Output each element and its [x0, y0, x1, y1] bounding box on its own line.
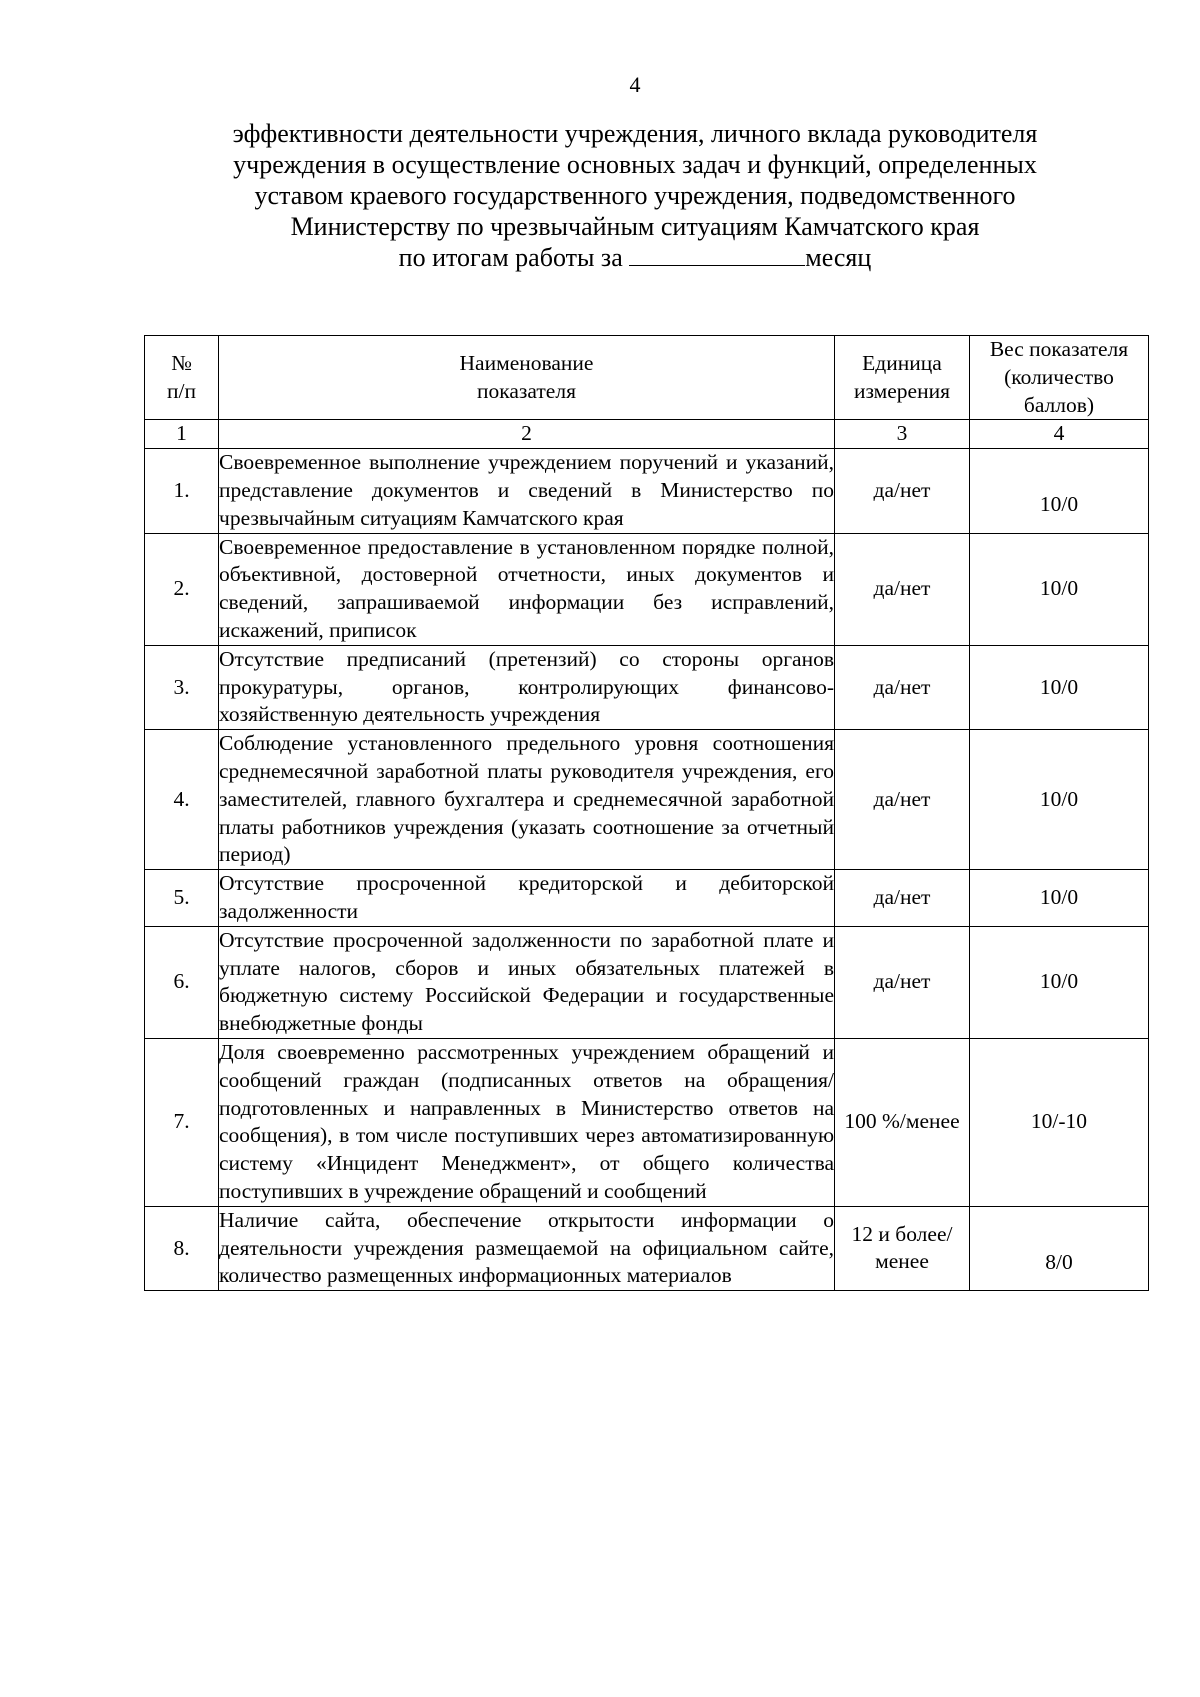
- heading-line: уставом краевого государственного учреждения, подведомственного: [254, 181, 1016, 210]
- header-indicator-name: [219, 336, 835, 420]
- row-indicator-name: Отсутствие предписаний (претензий) со стороны органов прокуратуры, органов, контролирующих финансово-хозяйственную деятельность учреждения: [219, 645, 835, 729]
- row-unit: да/нет: [835, 926, 970, 1038]
- row-indicator-name: Своевременное предоставление в установленном порядке полной, объективной, достоверной отчетности, иных документов и сведений, запрашиваемой информации без исправлений, искажений, приписок: [219, 533, 835, 645]
- header-unit-line: измерения: [853, 378, 951, 403]
- column-number: 2: [219, 420, 835, 449]
- row-weight: 10/0: [970, 870, 1149, 927]
- header-unit: [835, 336, 970, 420]
- table-row: [145, 449, 1149, 533]
- row-number: 6.: [145, 926, 219, 1038]
- table-row: [145, 1206, 1149, 1290]
- header-unit-line: Единица: [862, 350, 942, 375]
- row-weight-value: 10/0: [1039, 491, 1079, 516]
- row-unit: да/нет: [835, 645, 970, 729]
- row-number: 7.: [145, 1038, 219, 1206]
- row-weight: 10/-10: [970, 1038, 1149, 1206]
- row-number: 1.: [145, 449, 219, 533]
- header-weight: [970, 336, 1149, 420]
- row-unit: да/нет: [835, 730, 970, 870]
- row-number: 4.: [145, 730, 219, 870]
- row-unit: 100 %/менее: [835, 1038, 970, 1206]
- row-weight: 10/0: [970, 645, 1149, 729]
- row-indicator-name: Соблюдение установленного предельного уровня соотношения среднемесячной заработной платы руководителя учреждения, его заместителей, главного бухгалтера и среднемесячной заработной платы работников учреждения (указать соотношение за отчетный период): [219, 730, 835, 870]
- column-number: 4: [970, 420, 1149, 449]
- page-number: 4: [629, 72, 641, 97]
- row-weight: 10/0: [970, 926, 1149, 1038]
- table-row: [145, 645, 1149, 729]
- table-row: [145, 730, 1149, 870]
- heading-line: Министерству по чрезвычайным ситуациям Камчатского края: [290, 212, 980, 241]
- heading-line: учреждения в осуществление основных задач и функций, определенных: [233, 150, 1037, 179]
- heading-line: эффективности деятельности учреждения, личного вклада руководителя: [232, 119, 1038, 148]
- row-indicator-name: Отсутствие просроченной задолженности по заработной плате и уплате налогов, сборов и иных обязательных платежей в бюджетную систему Российской Федерации и государственные внебюджетные фонды: [219, 926, 835, 1038]
- row-indicator-name: Доля своевременно рассмотренных учреждением обращений и сообщений граждан (подписанных ответов на обращения/подготовленных и направленных в Министерство ответов на сообщения), в том числе поступивших через автоматизированную систему «Инцидент Менеджмент», от общего количества поступивших в учреждение обращений и сообщений: [219, 1038, 835, 1206]
- row-weight: 10/0: [970, 730, 1149, 870]
- row-indicator-name: Своевременное выполнение учреждением поручений и указаний, представление документов и сведений в Министерство по чрезвычайным ситуациям Камчатского края: [219, 449, 835, 533]
- heading-period-suffix: месяц: [805, 243, 872, 272]
- header-weight-line: Вес показателя: [989, 337, 1129, 361]
- table-row: [145, 926, 1149, 1038]
- column-number: 1: [145, 420, 219, 449]
- row-number: 3.: [145, 645, 219, 729]
- heading-period-prefix: по итогам работы за: [398, 243, 630, 272]
- row-unit: да/нет: [835, 533, 970, 645]
- row-unit-line: 12 и более/: [851, 1221, 953, 1246]
- row-unit: [835, 1206, 970, 1290]
- column-number-row: [145, 420, 1149, 449]
- row-number: 2.: [145, 533, 219, 645]
- heading-line-period: [0, 242, 1200, 273]
- table-row: [145, 533, 1149, 645]
- row-indicator-name: Отсутствие просроченной кредиторской и дебиторской задолженности: [219, 870, 835, 927]
- table-row: [145, 1038, 1149, 1206]
- row-unit: да/нет: [835, 449, 970, 533]
- header-weight-line: баллов): [1023, 392, 1095, 417]
- table-header-row: [145, 336, 1149, 420]
- row-indicator-name: Наличие сайта, обеспечение открытости информации о деятельности учреждения размещаемой на официальном сайте, количество размещенных информационных материалов: [219, 1206, 835, 1290]
- row-number: 8.: [145, 1206, 219, 1290]
- row-unit-line: менее: [875, 1249, 929, 1274]
- header-number-line: п/п: [167, 378, 196, 403]
- header-number: [145, 336, 219, 420]
- row-unit: да/нет: [835, 870, 970, 927]
- header-number-line: №: [171, 350, 192, 375]
- blank-month-field: [629, 245, 805, 266]
- table-row: [145, 870, 1149, 927]
- header-name-line: показателя: [477, 378, 576, 403]
- row-weight: 10/0: [970, 533, 1149, 645]
- column-number: 3: [835, 420, 970, 449]
- header-name-line: Наименование: [459, 350, 594, 375]
- indicators-table: [144, 335, 1149, 1291]
- row-weight: [970, 1206, 1149, 1290]
- header-weight-line: (количество: [1004, 364, 1114, 389]
- document-heading: [0, 118, 1200, 273]
- row-weight: [970, 449, 1149, 533]
- row-number: 5.: [145, 870, 219, 927]
- row-weight-value: 8/0: [1045, 1249, 1073, 1274]
